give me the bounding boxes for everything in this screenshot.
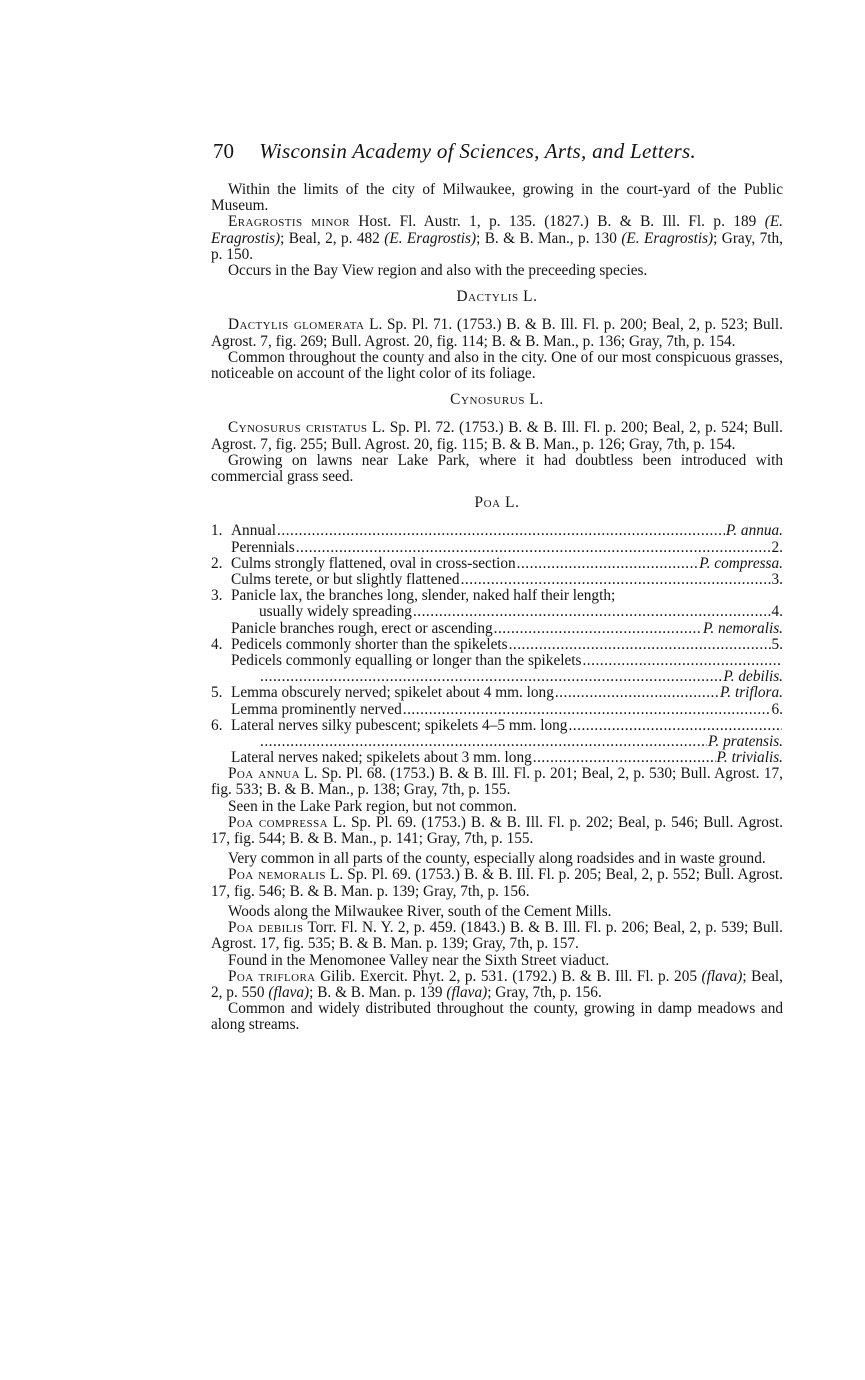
species-entry-poa-triflora xyxy=(211,969,783,1001)
species-note: Very common in all parts of the county, especially along roadsides and in waste ground. xyxy=(228,850,766,868)
citation-text: L. Sp. Pl. 69. (1753.) B. & B. Ill. Fl. p. 205; Beal, 2, p. 552; Bull. Agrost. 17, fig. 546; B. & B. Man. p. 139; Gray, 7th, p. 156. xyxy=(211,866,783,900)
key-row xyxy=(211,540,783,556)
species-name: Poa debilis xyxy=(228,919,304,937)
key-row xyxy=(211,637,783,653)
key-text: Pedicels commonly equalling or longer than the spikelets xyxy=(231,651,582,669)
key-row xyxy=(211,588,783,604)
key-row xyxy=(211,556,783,572)
key-leader-dots xyxy=(494,621,702,637)
species-entry-poa-debilis xyxy=(211,920,783,952)
genus-heading-cynosurus: Cynosurus L. xyxy=(450,391,544,409)
key-leader-dots xyxy=(296,540,771,556)
species-name: Cynosurus cristatus xyxy=(228,419,368,437)
key-row xyxy=(211,702,783,718)
key-row xyxy=(211,669,783,685)
key-result: P. annua. xyxy=(725,522,783,540)
key-text: Lemma prominently nerved xyxy=(231,700,402,718)
citation-text: ; Gray, 7th, p. 150. xyxy=(211,229,783,263)
key-text: Lemma obscurely nerved; spikelet about 4 mm. long xyxy=(231,684,554,702)
species-note: Common and widely distributed throughout the county, growing in damp meadows and along streams. xyxy=(211,1000,783,1034)
species-note: Common throughout the county and also in the city. One of our most conspicuous grasses, noticeable on account of the light color of its foliage. xyxy=(211,348,783,383)
key-row xyxy=(211,685,783,701)
key-text: Panicle branches rough, erect or ascending xyxy=(231,619,493,637)
citation-text: ; Gray, 7th, p. 156. xyxy=(487,983,602,1001)
citation-synonym: (flava) xyxy=(446,983,488,1001)
genus-heading-poa: Poa L. xyxy=(474,494,520,512)
key-leader-dots xyxy=(461,572,771,588)
citation-synonym: (flava) xyxy=(701,967,743,985)
key-row xyxy=(211,718,783,734)
key-leader-dots xyxy=(555,685,719,701)
species-note: Woods along the Milwaukee River, south of the Cement Mills. xyxy=(228,902,612,920)
journal-title: Wisconsin Academy of Sciences, Arts, and Letters. xyxy=(259,139,697,163)
key-leader-dots xyxy=(413,604,771,620)
identification-key xyxy=(211,523,783,766)
running-header xyxy=(213,137,743,165)
genus-heading-dactylis: Dactylis L. xyxy=(456,288,538,306)
key-number: 6. xyxy=(211,716,223,734)
key-text: Lateral nerves naked; spikelets about 3 mm. long xyxy=(231,749,532,767)
key-result: 4. xyxy=(771,603,783,621)
key-text: Perennials xyxy=(231,538,295,556)
key-text: usually widely spreading xyxy=(259,603,412,621)
species-note: Found in the Menomonee Valley near the Sixth Street viaduct. xyxy=(228,951,610,969)
key-row xyxy=(211,523,783,539)
key-row xyxy=(211,653,783,669)
species-note: Growing on lawns near Lake Park, where it had doubtless been introduced with commercial grass seed. xyxy=(211,451,783,486)
species-entry-poa-compressa xyxy=(211,815,783,847)
species-entry-dactylis-glomerata xyxy=(211,317,783,349)
key-text: Culms strongly flattened, oval in cross-section xyxy=(231,554,516,572)
species-entry-poa-annua xyxy=(211,766,783,798)
key-number: 1. xyxy=(211,522,223,540)
key-result: 5. xyxy=(771,635,783,653)
species-entry-eragrostis-minor xyxy=(211,214,783,263)
key-text: Lateral nerves silky pubescent; spikelets 4–5 mm. long xyxy=(231,716,568,734)
key-leader-dots xyxy=(533,750,716,766)
species-note: Seen in the Lake Park region, but not common. xyxy=(228,797,517,815)
key-leader-dots xyxy=(277,523,725,539)
citation-text: Torr. Fl. N. Y. 2, p. 459. (1843.) B. & B. Ill. Fl. p. 206; Beal, 2, p. 539; Bull. Agrost. 17, fig. 535; B. & B. Man. p. 139; Gray, 7th, p. 157. xyxy=(211,919,783,953)
species-name: Poa triflora xyxy=(228,967,316,985)
citation-synonym: (E. Eragrostis) xyxy=(621,229,714,247)
key-result: 6. xyxy=(771,700,783,718)
key-leader-dots xyxy=(260,669,722,685)
species-name: Dactylis glomerata xyxy=(228,316,365,334)
key-text: Pedicels commonly shorter than the spikelets xyxy=(231,635,508,653)
citation-text: Host. Fl. Austr. 1, p. 135. (1827.) B. & B. Ill. Fl. p. 189 xyxy=(349,213,765,231)
key-result: P. debilis. xyxy=(723,668,783,686)
key-result: P. triflora. xyxy=(719,684,783,702)
key-row xyxy=(211,750,783,766)
key-row xyxy=(211,621,783,637)
key-leader-dots xyxy=(517,556,699,572)
key-row xyxy=(211,572,783,588)
key-text: Panicle lax, the branches long, slender, naked half their length; xyxy=(231,587,616,605)
citation-text: Gilib. Exercit. Phyt. 2, p. 531. (1792.) B. & B. Ill. Fl. p. 205 xyxy=(315,967,702,985)
key-number: 2. xyxy=(211,554,223,572)
key-result: 2. xyxy=(771,538,783,556)
citation-synonym: (flava) xyxy=(268,983,310,1001)
paragraph-courtyard: Within the limits of the city of Milwaukee, growing in the court-yard of the Public Museum. xyxy=(211,181,783,215)
citation-text: ; B. & B. Man., p. 130 xyxy=(476,229,622,247)
key-result: P. pratensis. xyxy=(708,732,783,750)
key-row xyxy=(211,604,783,620)
key-leader-dots xyxy=(509,637,771,653)
citation-text: L. Sp. Pl. 68. (1753.) B. & B. Ill. Fl. p. 201; Beal, 2, p. 530; Bull. Agrost. 17, fig. 533; B. & B. Man., p. 138; Gray, 7th, p. 155. xyxy=(211,765,783,799)
page-body xyxy=(211,182,783,1034)
key-leader-dots xyxy=(582,653,782,669)
species-entry-cynosurus-cristatus xyxy=(211,420,783,452)
key-result: 3. xyxy=(771,571,783,589)
key-row xyxy=(211,734,783,750)
species-note: Occurs in the Bay View region and also with the preceeding species. xyxy=(228,262,648,280)
key-leader-dots xyxy=(568,718,782,734)
key-leader-dots xyxy=(260,734,707,750)
key-text: Annual xyxy=(231,522,277,540)
citation-text: L. Sp. Pl. 69. (1753.) B. & B. Ill. Fl. p. 202; Beal, p. 546; Bull. Agrost. 17, fig. 544; B. & B. Man., p. 141; Gray, 7th, p. 155. xyxy=(211,813,783,848)
citation-synonym: (E. Eragrostis) xyxy=(384,229,477,247)
citation-text: ; Beal, 2, p. 482 xyxy=(280,229,385,247)
key-number: 3. xyxy=(211,587,223,605)
species-name: Poa compressa xyxy=(228,813,328,831)
key-number: 5. xyxy=(211,684,223,702)
key-result: P. compressa. xyxy=(699,554,783,572)
citation-text: L. Sp. Pl. 71. (1753.) B. & B. Ill. Fl. p. 200; Beal, 2, p. 523; Bull. Agrost. 7, fig. 269; Bull. Agrost. 20, fig. 114; B. & B. Man., p. 136; Gray, 7th, p. 154. xyxy=(211,316,783,350)
key-number: 4. xyxy=(211,635,223,653)
citation-text: ; B. & B. Man. p. 139 xyxy=(309,983,447,1001)
key-text: Culms terete, or but slightly flattened xyxy=(231,571,460,589)
page-number: 70 xyxy=(213,139,234,163)
key-result: P. nemoralis. xyxy=(702,619,783,637)
citation-synonym: (E. Eragrostis) xyxy=(211,213,783,247)
key-result: P. trivialis. xyxy=(716,749,783,767)
citation-text: L. Sp. Pl. 72. (1753.) B. & B. Ill. Fl. p. 200; Beal, 2, p. 524; Bull. Agrost. 7, fig. 255; Bull. Agrost. 20, fig. 115; B. & B. Man., p. 126; Gray, 7th, p. 154. xyxy=(211,419,784,453)
key-leader-dots xyxy=(403,702,771,718)
species-name: Poa nemoralis xyxy=(228,866,326,884)
species-entry-poa-nemoralis xyxy=(211,867,783,899)
species-name: Eragrostis minor xyxy=(228,213,350,231)
citation-text: ; Beal, 2, p. 550 xyxy=(211,967,783,1001)
species-name: Poa annua xyxy=(228,765,300,783)
